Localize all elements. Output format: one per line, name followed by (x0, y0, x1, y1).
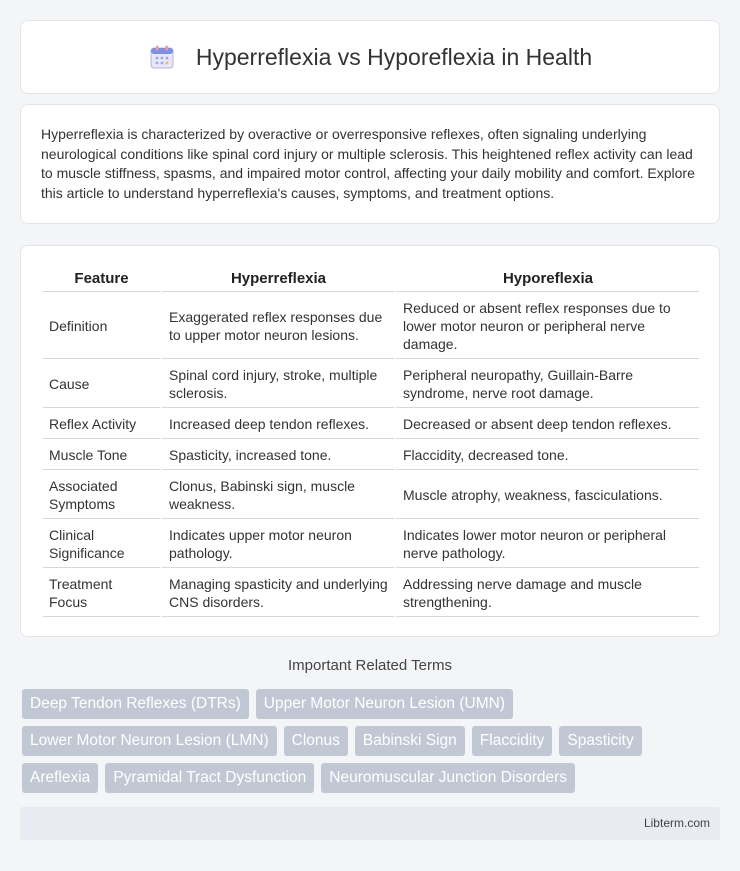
feature-cell: Definition (43, 292, 160, 359)
feature-cell: Reflex Activity (43, 408, 160, 439)
intro-card (20, 104, 720, 224)
table-row (43, 359, 699, 408)
hyporeflexia-cell: Decreased or absent deep tendon reflexes. (394, 408, 699, 439)
tag-pyramidal-tract-dysfunction[interactable]: Pyramidal Tract Dysfunction (105, 763, 314, 793)
calendar-icon (148, 43, 176, 71)
hyperreflexia-cell: Spinal cord injury, stroke, multiple sclerosis. (160, 359, 394, 408)
feature-cell: Associated Symptoms (43, 470, 160, 519)
footer-site-link[interactable]: Libterm.com (643, 816, 710, 830)
footer (20, 807, 720, 840)
hyporeflexia-cell: Addressing nerve damage and muscle strengthening. (394, 568, 699, 617)
page-title: Hyperreflexia vs Hyporeflexia in Health (195, 43, 593, 70)
hyperreflexia-cell: Managing spasticity and underlying CNS disorders. (160, 568, 394, 617)
feature-cell: Cause (43, 359, 160, 408)
tag-babinski-sign[interactable]: Babinski Sign (355, 726, 465, 756)
table-header-row (43, 266, 699, 292)
hyperreflexia-cell: Spasticity, increased tone. (160, 439, 394, 470)
intro-text: Hyperreflexia is characterized by overactive or overresponsive reflexes, often signaling underlying neurological conditions like spinal cord injury or multiple sclerosis. This heightened reflex activity can lead to muscle stiffness, spasms, and impaired motor control, affecting your daily mobility and comfort. Explore this article to understand hyperreflexia's causes, symptoms, and treatment options. (41, 126, 695, 201)
tag-flaccidity[interactable]: Flaccidity (472, 726, 553, 756)
hyporeflexia-cell: Peripheral neuropathy, Guillain-Barre syndrome, nerve root damage. (394, 359, 699, 408)
hyperreflexia-cell: Clonus, Babinski sign, muscle weakness. (160, 470, 394, 519)
hyperreflexia-cell: Indicates upper motor neuron pathology. (160, 519, 394, 568)
feature-cell: Treatment Focus (43, 568, 160, 617)
hyperreflexia-cell: Exaggerated reflex responses due to upper motor neuron lesions. (160, 292, 394, 359)
tag-neuromuscular-junction-disorders[interactable]: Neuromuscular Junction Disorders (321, 763, 575, 793)
tag-areflexia[interactable]: Areflexia (22, 763, 98, 793)
table-row (43, 470, 699, 519)
table-row (43, 408, 699, 439)
feature-cell: Muscle Tone (43, 439, 160, 470)
comparison-table (43, 266, 699, 617)
table-row (43, 519, 699, 568)
related-terms-title: Important Related Terms (288, 657, 452, 674)
hyporeflexia-cell: Muscle atrophy, weakness, fasciculations. (394, 470, 699, 519)
related-terms-list (22, 689, 722, 793)
table-row (43, 568, 699, 617)
table-row (43, 439, 699, 470)
comparison-table-card (20, 245, 720, 637)
table-row (43, 292, 699, 359)
hyporeflexia-cell: Flaccidity, decreased tone. (394, 439, 699, 470)
column-header-hyperreflexia: Hyperreflexia (160, 266, 394, 292)
tag-spasticity[interactable]: Spasticity (559, 726, 641, 756)
hyporeflexia-cell: Indicates lower motor neuron or peripheral nerve pathology. (394, 519, 699, 568)
hyporeflexia-cell: Reduced or absent reflex responses due to lower motor neuron or peripheral nerve damage. (394, 292, 699, 359)
hyperreflexia-cell: Increased deep tendon reflexes. (160, 408, 394, 439)
tag-lower-motor-neuron-lesion[interactable]: Lower Motor Neuron Lesion (LMN) (22, 726, 277, 756)
column-header-feature: Feature (43, 266, 160, 292)
tag-deep-tendon-reflexes[interactable]: Deep Tendon Reflexes (DTRs) (22, 689, 249, 719)
header-card (20, 20, 720, 94)
tag-upper-motor-neuron-lesion[interactable]: Upper Motor Neuron Lesion (UMN) (256, 689, 513, 719)
column-header-hyporeflexia: Hyporeflexia (394, 266, 699, 292)
feature-cell: Clinical Significance (43, 519, 160, 568)
tag-clonus[interactable]: Clonus (284, 726, 348, 756)
